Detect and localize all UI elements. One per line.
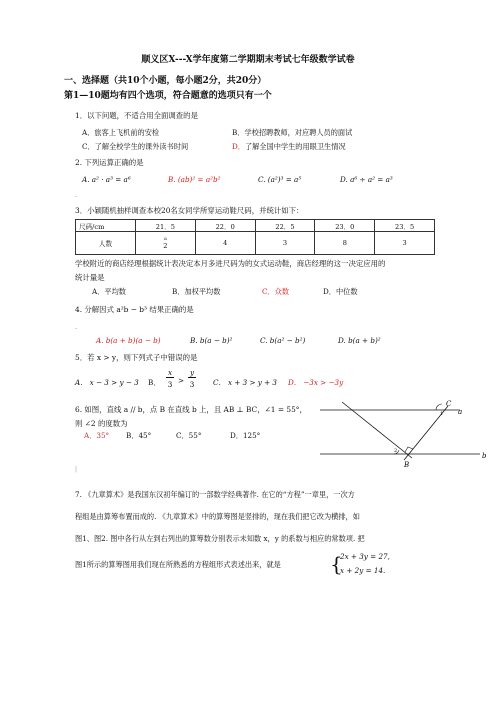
shoe-size-table bbox=[75, 219, 435, 255]
table-cell: 21．5 bbox=[136, 220, 196, 232]
equation-brace: { bbox=[330, 552, 343, 576]
q1-option-b: B．学校招聘教师，对应聘人员的面试 bbox=[232, 128, 353, 137]
q5-option-a: A． x − 3 > y − 3 bbox=[75, 378, 139, 387]
q3-option-c: C．众数 bbox=[262, 287, 290, 296]
table-cell: 3 bbox=[375, 232, 435, 255]
q4-option-a: A. b(a + b)(a − b) bbox=[96, 336, 161, 345]
table-cell: 8 bbox=[315, 232, 375, 255]
q1-option-d-text: 了解全国中学生的用眼卫生情况 bbox=[244, 142, 346, 151]
q6-option-c: C．55° bbox=[176, 431, 202, 440]
q2-option-b: B. (ab)² = a²b² bbox=[168, 175, 221, 184]
parallel-lines-figure bbox=[310, 398, 490, 478]
q3-para-line1: 学校附近的商店经理根据统计表决定本月多进尺码为的女式运动鞋，商店经理的这一决定应用的 bbox=[75, 259, 386, 268]
q5-option-b-num1: x bbox=[167, 368, 173, 377]
q1-option-d-letter: D． bbox=[232, 142, 245, 151]
stray-mark: | bbox=[75, 466, 78, 473]
q5-option-d: D． −3x > −3y bbox=[288, 378, 344, 387]
page-title: 顺义区X---X学年度第二学期期末考试七年级数学试卷 bbox=[141, 55, 355, 65]
stray-dot: . bbox=[75, 190, 78, 199]
q3-para-line2: 统计量是 bbox=[75, 273, 105, 282]
q6-stem-line1: 6. 如图，直线 a // b，点 B 在直线 b 上，且 AB ⊥ BC，∠1 = 55°， bbox=[75, 405, 307, 414]
q6-option-a: A．35° bbox=[84, 431, 110, 440]
q6-option-d: D．125° bbox=[230, 431, 261, 440]
q6-option-b: B．45° bbox=[126, 431, 152, 440]
table-cell: 23．0 bbox=[315, 220, 375, 232]
q1-option-d bbox=[232, 142, 346, 152]
q3-option-a: A．平均数 bbox=[92, 287, 126, 296]
label-b: b bbox=[482, 452, 487, 460]
q5-option-c: C． x + 3 > y + 3 bbox=[213, 378, 278, 387]
label-angle-1: 1 bbox=[440, 411, 444, 417]
q3-option-b: B．加权平均数 bbox=[172, 287, 221, 296]
q2-stem: 2. 下列运算正确的是 bbox=[75, 158, 144, 167]
label-point-c: C bbox=[446, 400, 452, 408]
q5-option-b-den2: 3 bbox=[189, 380, 195, 389]
q4-stem: 4. 分解因式 a²b − b³ 结果正确的是 bbox=[75, 305, 194, 314]
q7-line1: 7. 《九章算术》是我国东汉初年编订的一部数学经典著作. 在它的“方程”一章里，一次方 bbox=[75, 490, 355, 499]
q1-option-a: A．旅客上飞机前的安检 bbox=[82, 128, 160, 137]
q4-option-c: C. b(a² − b²) bbox=[260, 336, 306, 345]
table-cell bbox=[136, 232, 196, 255]
label-point-b: B bbox=[404, 461, 410, 469]
q2-option-c: C. (a²)³ = a⁵ bbox=[258, 175, 302, 184]
right-angle-mark bbox=[405, 447, 413, 452]
table-header-size: 尺码/cm bbox=[76, 220, 136, 232]
table-cell: 3 bbox=[255, 232, 315, 255]
q4-option-b: B. b(a − b)² bbox=[190, 336, 233, 345]
q5-option-b-den1: 3 bbox=[167, 380, 173, 389]
q3-stem: 3．小颖随机抽样调查本校20名女同学所穿运动鞋尺码，并统计如下： bbox=[75, 206, 304, 215]
table-cell: 22．5 bbox=[255, 220, 315, 232]
q1-stem: 1．以下问题，不适合用全面调查的是 bbox=[75, 111, 198, 120]
table-header-count: 人数 bbox=[76, 232, 136, 255]
stray-dot: . bbox=[75, 322, 78, 331]
q1-option-c: C．了解全校学生的课外读书时间 bbox=[82, 142, 189, 151]
table-cell: 22．0 bbox=[195, 220, 255, 232]
section-instruction: 第1—10题均有四个选项，符合题意的选项只有一个 bbox=[64, 91, 272, 101]
q7-line3: 图1、图2. 图中各行从左到右列出的算筹数分别表示未知数 x，y 的系数与相应的常数项. 把 bbox=[75, 534, 365, 543]
q2-option-d: D. a⁶ ÷ a² = a³ bbox=[340, 175, 393, 184]
q5-option-b-gt: > bbox=[178, 376, 185, 385]
q5-option-b-num2: y bbox=[189, 368, 195, 377]
table-cell: 4 bbox=[195, 232, 255, 255]
q6-stem-line2: 则 ∠2 的度数为 bbox=[75, 419, 128, 428]
q2-option-a: A. a² · a³ = a⁶ bbox=[82, 175, 131, 184]
table-cell: 23．5 bbox=[375, 220, 435, 232]
q3-option-d: D．中位数 bbox=[323, 287, 358, 296]
q7-line2: 程组是由算筹布置而成的. 《九章算术》中的算筹图是竖排的，现在我们把它改为横排，如 bbox=[75, 512, 360, 521]
table-cell-value: 2 bbox=[163, 242, 168, 250]
table-cell-mark: & bbox=[163, 236, 168, 241]
angle-1-arc bbox=[436, 404, 442, 410]
label-angle-2: 2 bbox=[394, 448, 398, 454]
q4-option-d: D. b(a + b)² bbox=[338, 336, 381, 345]
section-heading: 一、选择题（共10个小题，每小题2分，共20分） bbox=[64, 76, 267, 86]
q7-line4: 图1所示的算筹图用我们现在所熟悉的方程组形式表述出来，就是 bbox=[75, 560, 281, 569]
label-a: a bbox=[458, 408, 463, 416]
q7-equation-1: 2x + 3y = 27, bbox=[340, 552, 390, 561]
q5-option-b-letter: B． bbox=[148, 378, 161, 387]
q5-stem: 5．若 x > y，则下列式子中错误的是 bbox=[75, 353, 198, 362]
q7-equation-2: x + 2y = 14. bbox=[340, 566, 386, 575]
